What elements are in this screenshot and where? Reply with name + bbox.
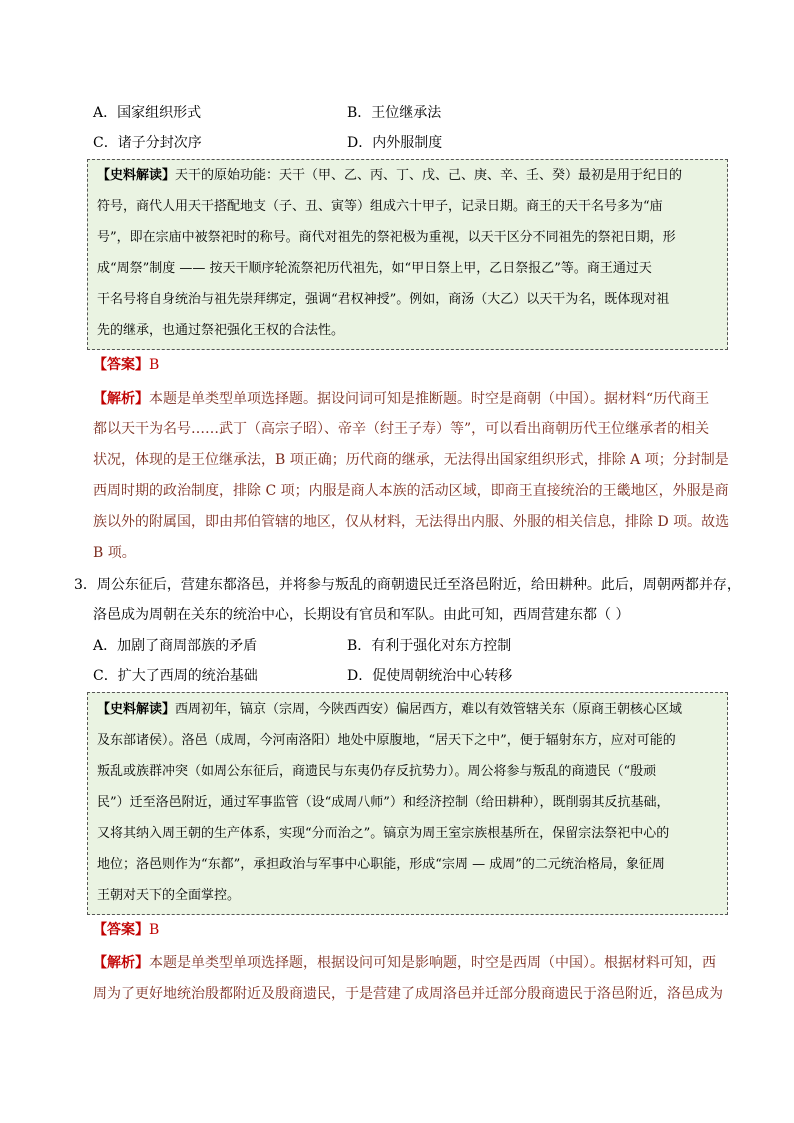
q3-analysis-line-2: 周为了更好地统治殷都附近及殷商遗民，于是营建了成周洛邑并迁部分殷商遗民于洛邑附近，洛邑成为 xyxy=(93,986,723,1002)
q3-analysis-line-1: 【解析】本题是单类型单项选择题，根据设问可知是影响题，时空是西周（中国）。根据材料可知，西 xyxy=(93,955,716,971)
q3-option-d: D．促使周朝统治中心转移 xyxy=(347,668,513,684)
q3-analysis-label: 【解析】 xyxy=(93,955,149,971)
q2-box-line-1: 【史料解读】天干的原始功能：天干（甲、乙、丙、丁、戊、己、庚、辛、壬、癸）最初是用于纪日的 xyxy=(97,168,683,183)
q3-answer xyxy=(93,920,159,940)
q2-source-box xyxy=(87,159,728,350)
q3-stem-line-1: 3．周公东征后，营建东都洛邑，并将参与叛乱的商朝遗民迁至洛邑附近，给田耕种。此后，周朝两都并存， xyxy=(74,577,741,593)
q3-box-line-3: 叛乱或族群冲突（如周公东征后，商遗民与东夷仍存反抗势力）。周公将参与叛乱的商遗民（“殷顽 xyxy=(97,764,657,779)
q2-answer-value: B xyxy=(149,357,160,373)
q2-analysis-line-6: B 项。 xyxy=(93,545,136,561)
q2-analysis-line-1: 【解析】本题是单类型单项选择题。据设问词可知是推断题。时空是商朝（中国）。据材料“历代商王 xyxy=(93,391,710,407)
q2-box-label: 【史料解读】 xyxy=(97,168,176,183)
q2-option-a: A．国家组织形式 xyxy=(93,105,202,121)
q2-analysis-line-5: 族以外的附属国，即由邦伯管辖的地区，仅从材料，无法得出内服、外服的相关信息，排除 D 项。故选 xyxy=(93,514,730,530)
q3-option-b: B．有利于强化对东方控制 xyxy=(347,638,512,654)
q2-analysis-line-2: 都以天干为名号……武丁（高宗子昭）、帝辛（纣王子寿）等”，可以看出商朝历代王位继承者的相关 xyxy=(93,421,710,437)
q3-answer-value: B xyxy=(149,922,160,938)
q3-source-box xyxy=(87,692,728,915)
q3-box-line-7: 王朝对天下的全面掌控。 xyxy=(97,888,241,903)
q3-box-line-5: 又将其纳入周王朝的生产体系，实现“分而治之”。镐京为周王室宗族根基所在，保留宗法祭祀中心的 xyxy=(97,826,670,841)
q2-box-line-2: 符号，商代人用天干搭配地支（子、丑、寅等）组成六十甲子，记录日期。商王的天干名号多为“庙 xyxy=(97,199,663,214)
q2-analysis-line-4: 西周时期的政治制度，排除 C 项；内服是商人本族的活动区域，即商王直接统治的王畿地区，外服是商 xyxy=(93,483,729,499)
q3-option-a: A．加剧了商周部族的矛盾 xyxy=(93,638,258,654)
q3-number: 3． xyxy=(74,577,97,593)
q2-answer xyxy=(93,355,159,375)
q3-box-line-1: 【史料解读】西周初年，镐京（宗周，今陕西西安）偏居西方，难以有效管辖关东（原商王朝核心区域 xyxy=(97,702,683,717)
q3-box-line-6: 地位；洛邑则作为“东都”，承担政治与军事中心职能，形成“宗周 — 成周”的二元统治格局，象征周 xyxy=(97,857,665,872)
q3-box-label: 【史料解读】 xyxy=(97,702,176,717)
q2-box-line-4: 成“周祭”制度 —— 按天干顺序轮流祭祀历代祖先，如“甲日祭上甲，乙日祭报乙”等。商王通过天 xyxy=(97,261,652,276)
q2-analysis-line-3: 状况，体现的是王位继承法，B 项正确；历代商的继承，无法得出国家组织形式，排除 A 项；分封制是 xyxy=(93,452,729,468)
q2-option-b: B．王位继承法 xyxy=(347,105,442,121)
q3-answer-label: 【答案】 xyxy=(93,922,149,938)
q3-option-c: C．扩大了西周的统治基础 xyxy=(93,668,258,684)
q2-option-c: C．诸子分封次序 xyxy=(93,135,202,151)
q2-box-line-6: 先的继承，也通过祭祀强化王权的合法性。 xyxy=(97,323,345,338)
q2-analysis-label: 【解析】 xyxy=(93,391,149,407)
q2-box-line-5: 干名号将自身统治与祖先崇拜绑定，强调“君权神授”。例如，商汤（大乙）以天干为名，既体现对祖 xyxy=(97,292,670,307)
q2-answer-label: 【答案】 xyxy=(93,357,149,373)
q2-box-line-3: 号”，即在宗庙中被祭祀时的称号。商代对祖先的祭祀极为重视，以天干区分不同祖先的祭祀日期，形 xyxy=(97,230,676,245)
q3-stem-line-2: 洛邑成为周朝在关东的统治中心，长期设有官员和军队。由此可知，西周营建东都（ ） xyxy=(93,607,630,623)
q3-box-line-4: 民”）迁至洛邑附近，通过军事监管（设“成周八师”）和经济控制（给田耕种），既削弱其反抗基础， xyxy=(97,795,670,810)
q3-box-line-2: 及东部诸侯）。洛邑（成周，今河南洛阳）地处中原腹地，“居天下之中”，便于辐射东方，应对可能的 xyxy=(97,733,676,748)
q2-option-d: D．内外服制度 xyxy=(347,135,443,151)
